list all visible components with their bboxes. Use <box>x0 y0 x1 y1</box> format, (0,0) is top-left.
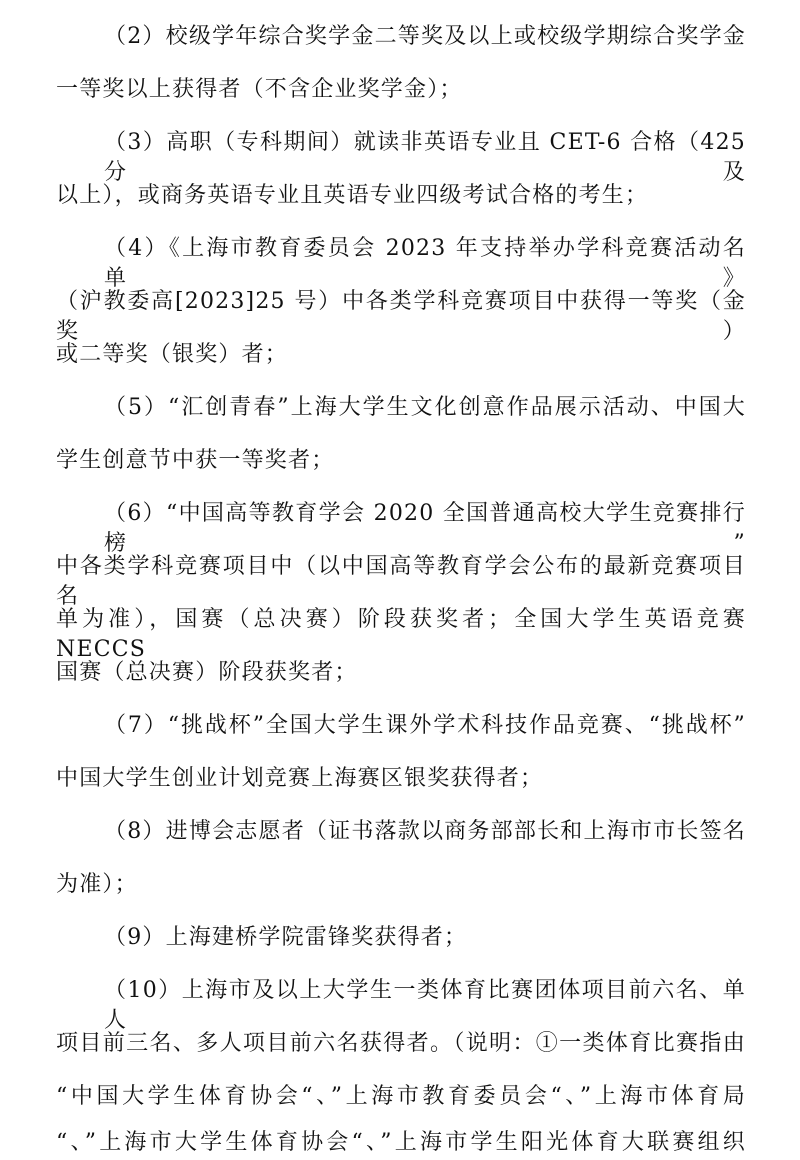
text-line: （5）“汇创青春”上海大学生文化创意作品展示活动、中国大 <box>104 395 746 420</box>
text-line: （4）《上海市教育委员会 2023 年支持举办学科竞赛活动名单》 <box>104 236 746 291</box>
text-line: （2）校级学年综合奖学金二等奖及以上或校级学期综合奖学金 <box>104 24 746 49</box>
text-line: “、”上海市大学生体育协会“、”上海市学生阳光体育大联赛组织 <box>56 1130 746 1155</box>
text-line: 项目前三名、多人项目前六名获得者。（说明：①一类体育比赛指由 <box>56 1031 746 1056</box>
text-line: 国赛（总决赛）阶段获奖者； <box>56 660 358 685</box>
text-line: （沪教委高[2023]25 号）中各类学科竞赛项目中获得一等奖（金奖） <box>56 289 746 344</box>
text-line: （9）上海建桥学院雷锋奖获得者； <box>104 925 468 950</box>
text-line: （6）“中国高等教育学会 2020 全国普通高校大学生竞赛排行榜” <box>104 501 746 556</box>
text-line: 学生创意节中获一等奖者； <box>56 448 335 473</box>
text-line: 以上），或商务英语专业且英语专业四级考试合格的考生； <box>56 183 649 208</box>
text-line: 单为准），国赛（总决赛）阶段获奖者；全国大学生英语竞赛 NECCS <box>56 607 746 662</box>
text-line: 一等奖以上获得者（不含企业奖学金）； <box>56 77 463 102</box>
text-line: （3）高职（专科期间）就读非英语专业且 CET-6 合格（425 分及 <box>104 130 746 185</box>
text-line: （7）“挑战杯”全国大学生课外学术科技作品竞赛、“挑战杯” <box>104 713 746 738</box>
text-line: （8）进博会志愿者（证书落款以商务部部长和上海市市长签名 <box>104 819 746 844</box>
text-line: 中国大学生创业计划竞赛上海赛区银奖获得者； <box>56 766 544 791</box>
text-line: （10）上海市及以上大学生一类体育比赛团体项目前六名、单人 <box>104 978 746 1033</box>
text-line: 或二等奖（银奖）者； <box>56 342 289 367</box>
text-line: 中各类学科竞赛项目中（以中国高等教育学会公布的最新竞赛项目名 <box>56 554 746 609</box>
text-line: “中国大学生体育协会“、”上海市教育委员会“、”上海市体育局 <box>56 1084 746 1109</box>
text-line: 为准）； <box>56 872 138 897</box>
